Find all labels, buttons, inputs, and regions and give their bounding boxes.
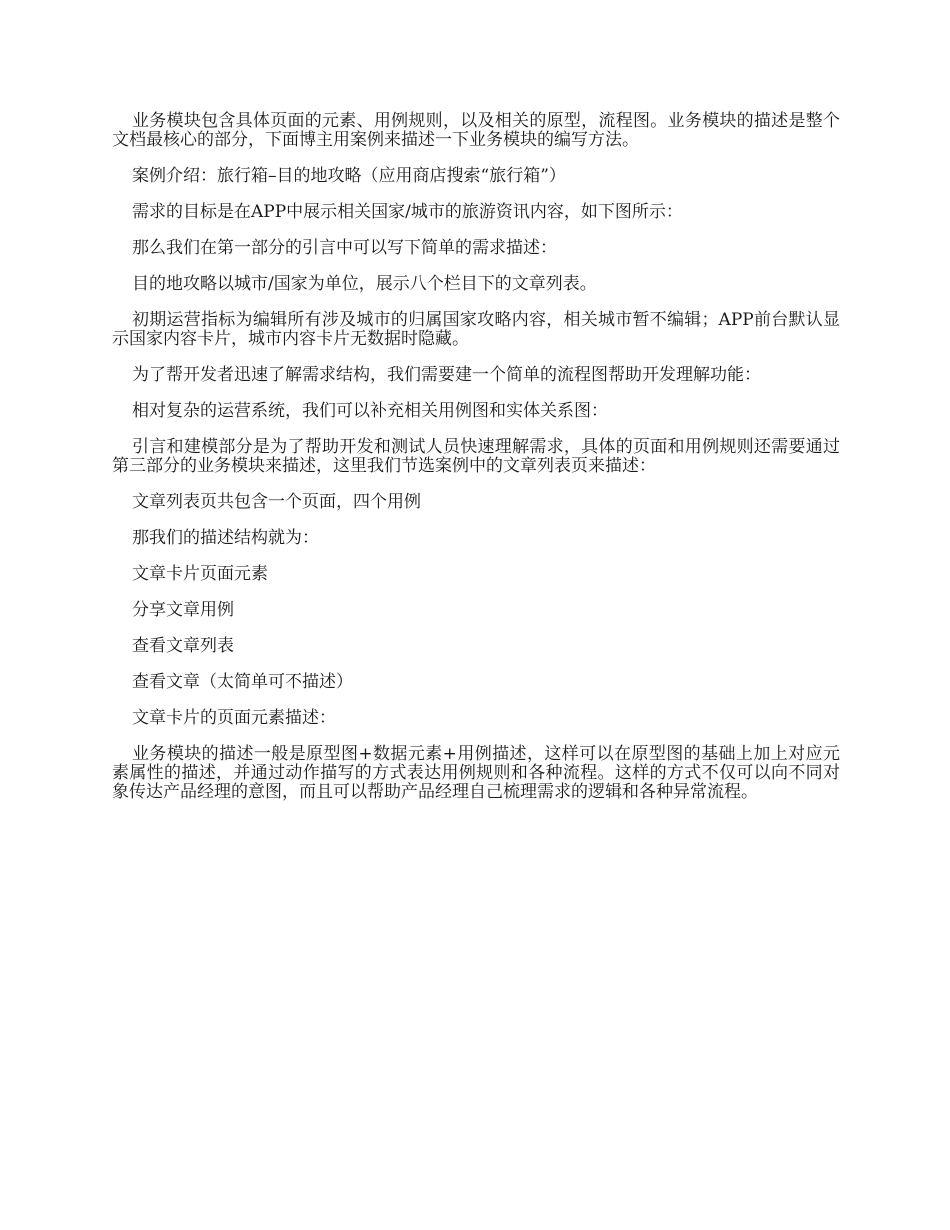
paragraph-intro: 业务模块包含具体页面的元素、用例规则，以及相关的原型，流程图。业务模块的描述是整个文档最核心的部分，下面博主用案例来描述一下业务模块的编写方法。 bbox=[112, 111, 840, 150]
paragraph-operation-metrics: 初期运营指标为编辑所有涉及城市的归属国家攻略内容，相关城市暂不编辑；APP前台默认显示国家内容卡片，城市内容卡片无数据时隐藏。 bbox=[112, 310, 840, 349]
paragraph-structure-lead: 那我们的描述结构就为： bbox=[132, 528, 319, 548]
paragraph-requirement: 目的地攻略以城市/国家为单位，展示八个栏目下的文章列表。 bbox=[132, 274, 597, 294]
paragraph-page-count: 文章列表页共包含一个页面，四个用例 bbox=[132, 492, 421, 512]
paragraph-requirement-lead: 那么我们在第一部分的引言中可以写下简单的需求描述： bbox=[132, 238, 557, 258]
paragraph-usecase-diagram: 相对复杂的运营系统，我们可以补充相关用例图和实体关系图： bbox=[132, 401, 608, 421]
list-item-view-list: 查看文章列表 bbox=[132, 636, 234, 656]
list-item-view-article: 查看文章（太简单可不描述） bbox=[132, 672, 353, 692]
list-item-share-article: 分享文章用例 bbox=[132, 600, 234, 620]
list-item-card-elements: 文章卡片页面元素 bbox=[132, 564, 268, 584]
paragraph-summary: 业务模块的描述一般是原型图+数据元素+用例描述，这样可以在原型图的基础上加上对应元素属性的描述，并通过动作描写的方式表达用例规则和各种流程。这样的方式不仅可以向不同对象传达产品经理的意图，而且可以帮助产品经理自己梳理需求的逻辑和各种异常流程。 bbox=[112, 744, 840, 802]
paragraph-modeling: 引言和建模部分是为了帮助开发和测试人员快速理解需求，具体的页面和用例规则还需要通过第三部分的业务模块来描述，这里我们节选案例中的文章列表页来描述： bbox=[112, 437, 840, 476]
paragraph-goal: 需求的目标是在APP中展示相关国家/城市的旅游资讯内容，如下图所示： bbox=[132, 202, 683, 222]
paragraph-card-description: 文章卡片的页面元素描述： bbox=[132, 708, 336, 728]
paragraph-case-intro: 案例介绍：旅行箱–目的地攻略（应用商店搜索“旅行箱”） bbox=[132, 166, 566, 186]
paragraph-flowchart: 为了帮开发者迅速了解需求结构，我们需要建一个简单的流程图帮助开发理解功能： bbox=[132, 365, 761, 385]
document-body bbox=[112, 112, 840, 819]
